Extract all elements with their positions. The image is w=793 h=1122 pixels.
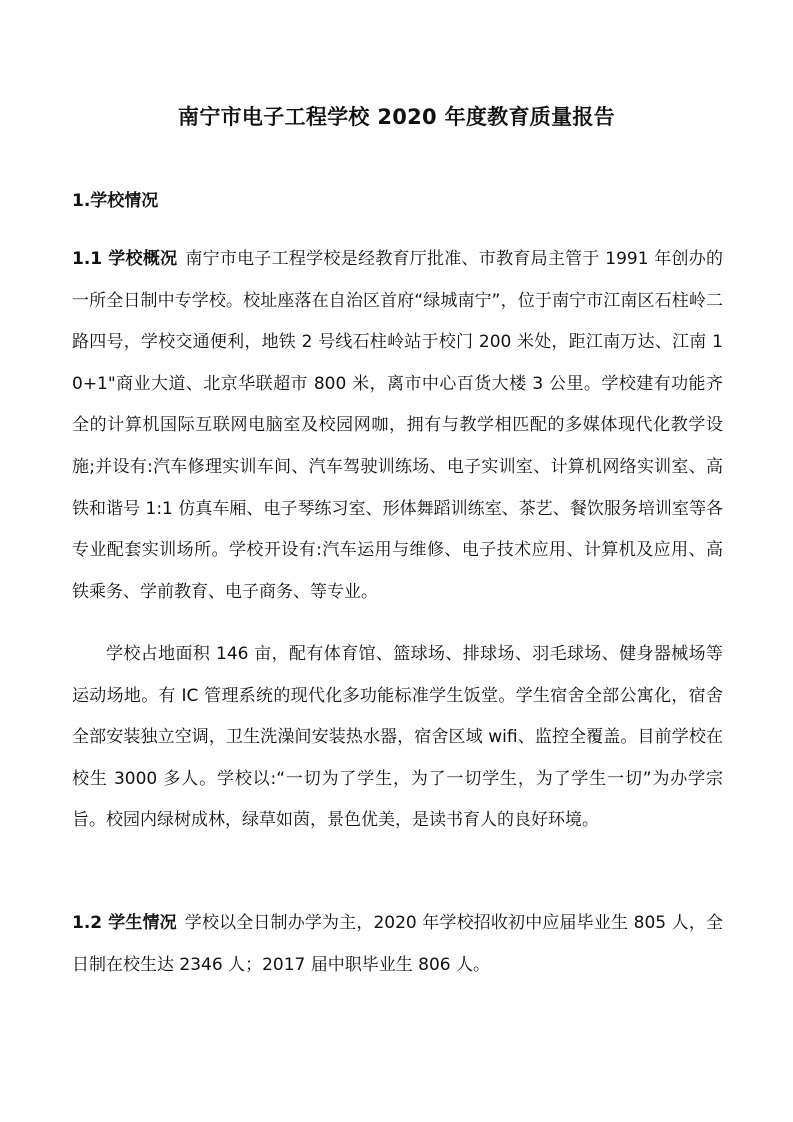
subsection-heading-school-overview: 1.1 学校概况 [72, 249, 178, 269]
paragraph-school-overview [72, 239, 723, 613]
subsection-heading-student-situation: 1.2 学生情况 [72, 913, 177, 933]
section-heading-school-situation: 1.学校情况 [72, 191, 159, 211]
paragraph-campus-facilities: 学校占地面积 146 亩，配有体育馆、篮球场、排球场、羽毛球场、健身器械场等运动场地。有 IC 管理系统的现代化多功能标准学生饭堂。学生宿舍全部公寓化，宿舍全部安装独立空调，卫生洗澡间安装热水器，宿舍区域 wifi、监控全覆盖。目前学校在校生 3000 多人。学校以:“一切为了学生，为了一切学生，为了学生一切”为办学宗旨。校园内绿树成林，绿草如茵，景色优美，是读书育人的良好环境。 [72, 644, 723, 831]
student-situation-text: 学校以全日制办学为主，2020 年学校招收初中应届毕业生 805 人，全日制在校生达 2346 人；2017 届中职毕业生 806 人。 [72, 913, 723, 975]
paragraph-student-situation [72, 903, 723, 986]
document-title: 南宁市电子工程学校 2020 年度教育质量报告 [178, 105, 615, 129]
school-overview-text: 南宁市电子工程学校是经教育厅批准、市教育局主管于 1991 年创办的一所全日制中专学校。校址座落在自治区首府“绿城南宁”，位于南宁市江南区石柱岭二路四号，学校交通便利，地铁 2 号线石柱岭站于校门 200 米处，距江南万达、江南 10+1"商业大道、北京华联超市 800 米，离市中心百货大楼 3 公里。学校建有功能齐全的计算机国际互联网电脑室及校园网咖，拥有与教学相匹配的多媒体现代化教学设施;并设有:汽车修理实训车间、汽车驾驶训练场、电子实训室、计算机网络实训室、高铁和谐号 1:1 仿真车厢、电子琴练习室、形体舞蹈训练室、茶艺、餐饮服务培训室等各专业配套实训场所。学校开设有:汽车运用与维修、电子技术应用、计算机及应用、高铁乘务、学前教育、电子商务、等专业。 [72, 249, 723, 602]
